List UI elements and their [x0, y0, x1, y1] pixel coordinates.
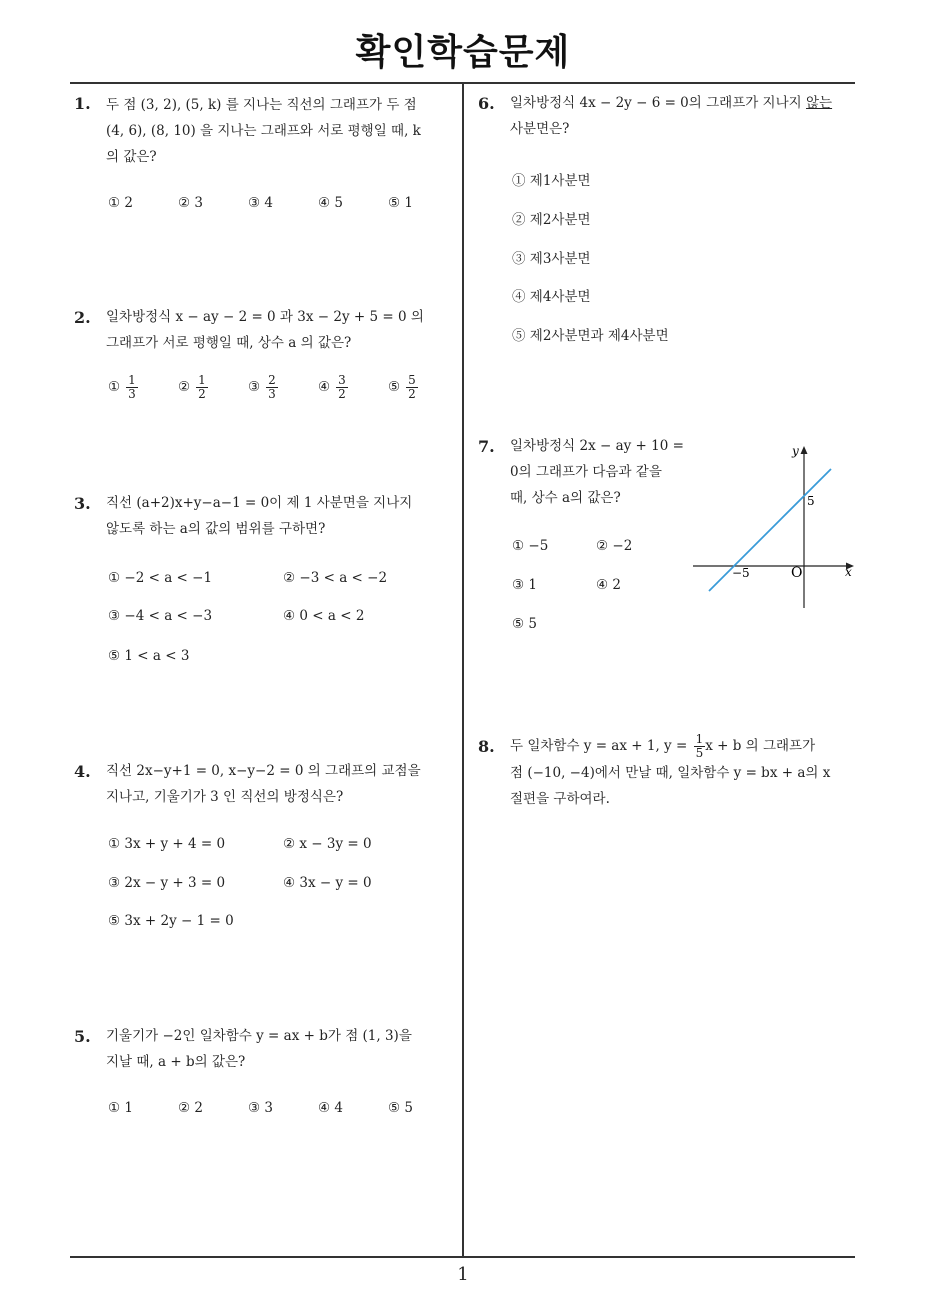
option[interactable]: ③ 제3사분면	[512, 251, 591, 267]
question-number: 1.	[74, 94, 91, 113]
option[interactable]: ① 2	[108, 195, 133, 211]
graph-line	[709, 469, 831, 591]
stem-line: 지날 때, a + b의 값은?	[106, 1054, 246, 1070]
option[interactable]: ③ −4 < a < −3	[108, 608, 213, 624]
option[interactable]: ⑤ 5	[388, 1100, 413, 1116]
stem-line: 의 값은?	[106, 149, 157, 165]
option[interactable]: ③ 4	[248, 195, 273, 211]
question-3-stem	[106, 490, 458, 542]
stem-line: 않도록 하는 a의 값의 범위를 구하면?	[106, 521, 326, 537]
option[interactable]: ② x − 3y = 0	[283, 836, 372, 852]
option[interactable]	[388, 374, 418, 401]
stem-line: 그래프가 서로 평행일 때, 상수 a 의 값은?	[106, 335, 352, 351]
option[interactable]: ⑤ 1	[388, 195, 413, 211]
option[interactable]: ② −3 < a < −2	[283, 570, 388, 586]
option[interactable]: ⑤ 제2사분면과 제4사분면	[512, 328, 669, 344]
option[interactable]: ③ 2x − y + 3 = 0	[108, 875, 226, 891]
x-axis-label: x	[845, 565, 852, 579]
stem-line	[510, 90, 860, 116]
option[interactable]: ② 3	[178, 195, 203, 211]
option[interactable]: ② 2	[178, 1100, 203, 1116]
option[interactable]: ④ 4	[318, 1100, 343, 1116]
option-mark: ⑤	[388, 379, 401, 395]
stem-text: x + b 의 그래프가	[705, 738, 816, 754]
stem-line: 두 점 (3, 2), (5, k) 를 지나는 직선의 그래프가 두 점	[106, 97, 417, 113]
fraction	[406, 374, 418, 401]
question-4-stem	[106, 758, 458, 810]
y-intercept-label: 5	[807, 494, 815, 508]
option[interactable]: ④ 0 < a < 2	[283, 608, 365, 624]
option[interactable]: ③ 3	[248, 1100, 273, 1116]
option[interactable]: ① 제1사분면	[512, 173, 591, 189]
bottom-divider	[70, 1256, 855, 1258]
stem-line: 일차방정식 2x − ay + 10 =	[510, 438, 684, 454]
stem-line: 사분면은?	[510, 121, 570, 137]
option[interactable]: ② 제2사분면	[512, 212, 591, 228]
stem-line: 직선 (a+2)x+y−a−1 = 0이 제 1 사분면을 지나지	[106, 495, 413, 511]
linear-graph	[688, 440, 858, 615]
stem-line: 일차방정식 x − ay − 2 = 0 과 3x − 2y + 5 = 0 의	[106, 309, 424, 325]
denominator: 5	[695, 746, 704, 760]
stem-line: 절편을 구하여라.	[510, 791, 610, 807]
y-axis-label: y	[792, 444, 799, 458]
option-mark: ④	[318, 379, 331, 395]
emphasis-underline: 않는	[805, 95, 833, 111]
fraction	[694, 733, 706, 760]
stem-line	[510, 733, 860, 760]
fraction	[266, 374, 278, 401]
page-number: 1	[457, 1264, 469, 1285]
option[interactable]: ① −2 < a < −1	[108, 570, 213, 586]
question-6-stem	[510, 90, 860, 142]
option[interactable]: ② −2	[596, 538, 633, 554]
option[interactable]: ③ 1	[512, 577, 537, 593]
x-intercept-label: −5	[732, 566, 750, 580]
question-8-stem	[510, 733, 860, 812]
question-number: 3.	[74, 494, 91, 513]
column-divider	[462, 84, 464, 1256]
option[interactable]: ⑤ 5	[512, 616, 537, 632]
question-2-stem	[106, 304, 458, 356]
numerator: 5	[408, 373, 416, 387]
option-mark: ③	[248, 379, 261, 395]
question-number: 7.	[478, 437, 495, 456]
stem-line: 직선 2x−y+1 = 0, x−y−2 = 0 의 그래프의 교점을	[106, 763, 421, 779]
page-title: 확인학습문제	[355, 32, 571, 73]
question-number: 8.	[478, 737, 495, 756]
stem-line: 지나고, 기울기가 3 인 직선의 방정식은?	[106, 789, 344, 805]
fraction	[196, 374, 208, 401]
question-number: 2.	[74, 308, 91, 327]
option[interactable]: ① 3x + y + 4 = 0	[108, 836, 226, 852]
option[interactable]: ④ 3x − y = 0	[283, 875, 372, 891]
option[interactable]: ① 1	[108, 1100, 133, 1116]
option[interactable]: ① −5	[512, 538, 549, 554]
origin-label: O	[791, 565, 803, 581]
denominator: 2	[198, 387, 206, 401]
option[interactable]: ④ 5	[318, 195, 343, 211]
fraction	[336, 374, 348, 401]
option[interactable]	[108, 374, 138, 401]
option[interactable]	[318, 374, 348, 401]
option[interactable]: ⑤ 1 < a < 3	[108, 648, 190, 664]
stem-line: 점 (−10, −4)에서 만날 때, 일차함수 y = bx + a의 x	[510, 765, 831, 781]
stem-text: 두 일차함수 y = ax + 1, y =	[510, 738, 692, 754]
y-axis-arrow	[801, 446, 808, 454]
stem-line: 0의 그래프가 다음과 같을	[510, 464, 662, 480]
option[interactable]	[178, 374, 208, 401]
stem-line: 때, 상수 a의 값은?	[510, 490, 621, 506]
option[interactable]: ⑤ 3x + 2y − 1 = 0	[108, 913, 234, 929]
denominator: 3	[128, 387, 136, 401]
denominator: 2	[338, 387, 346, 401]
question-7-stem	[510, 433, 690, 511]
numerator: 1	[198, 373, 206, 387]
question-number: 6.	[478, 94, 495, 113]
fraction	[126, 374, 138, 401]
denominator: 2	[408, 387, 416, 401]
option-mark: ①	[108, 379, 121, 395]
question-1-stem	[106, 92, 458, 170]
question-number: 5.	[74, 1027, 91, 1046]
numerator: 1	[128, 373, 136, 387]
option[interactable]	[248, 374, 278, 401]
numerator: 3	[338, 373, 346, 387]
denominator: 3	[268, 387, 276, 401]
stem-line: (4, 6), (8, 10) 을 지나는 그래프와 서로 평행일 때, k	[106, 123, 421, 139]
question-5-stem	[106, 1023, 458, 1075]
option[interactable]: ④ 제4사분면	[512, 289, 591, 305]
numerator: 2	[268, 373, 276, 387]
stem-text: 일차방정식 4x − 2y − 6 = 0의 그래프가 지나지	[510, 95, 806, 111]
question-number: 4.	[74, 762, 91, 781]
numerator: 1	[695, 732, 704, 746]
option-mark: ②	[178, 379, 191, 395]
stem-line: 기울기가 −2인 일차함수 y = ax + b가 점 (1, 3)을	[106, 1028, 412, 1044]
option[interactable]: ④ 2	[596, 577, 621, 593]
